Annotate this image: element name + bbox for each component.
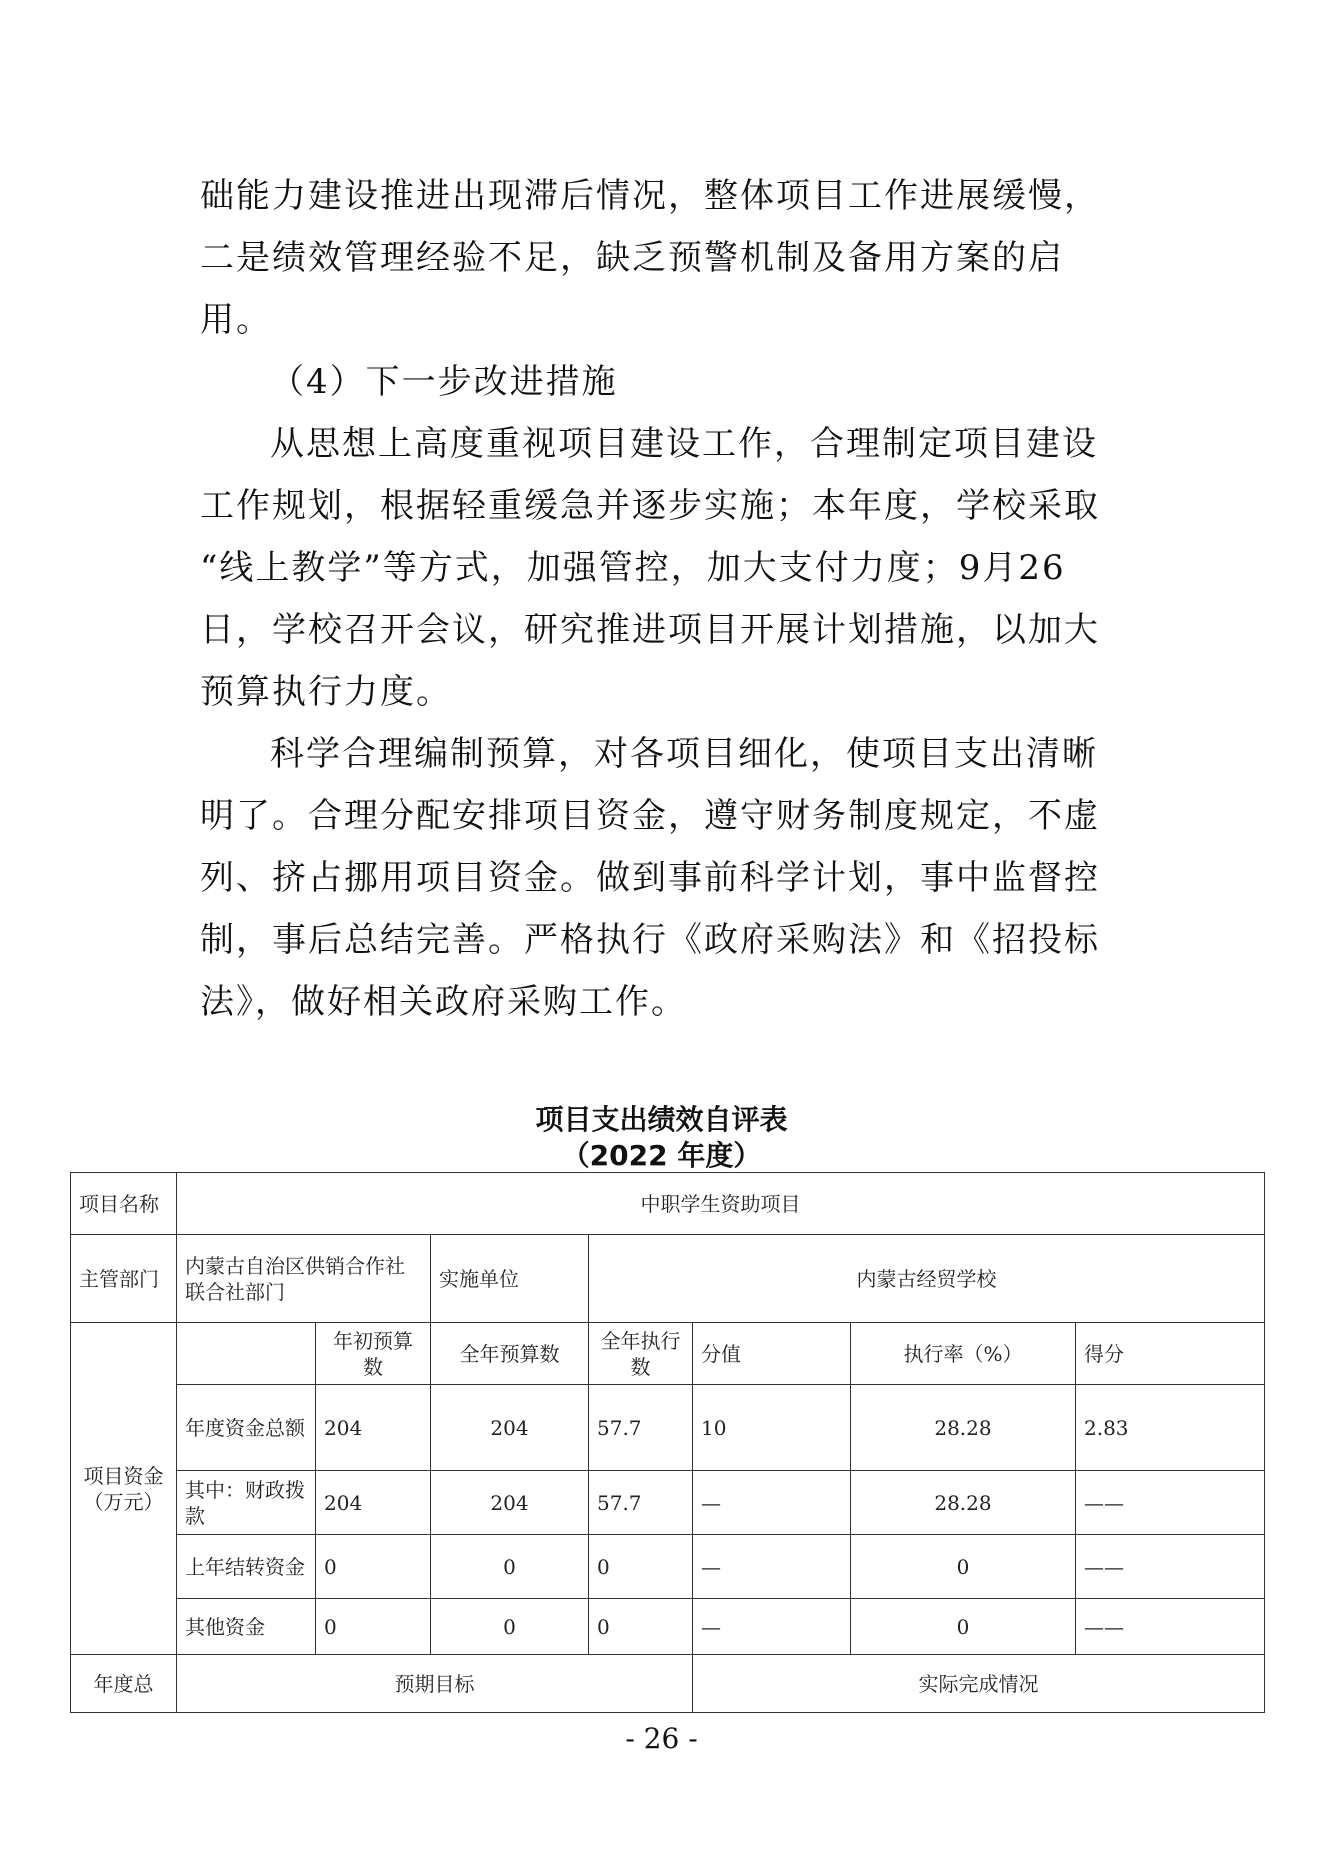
impl-value: 内蒙古经贸学校: [589, 1235, 1265, 1323]
paragraph-line: 从思想上高度重视项目建设工作，合理制定项目建设: [270, 424, 1098, 464]
paragraph-line: 科学合理编制预算，对各项目细化，使项目支出清晰: [270, 734, 1098, 774]
cell: ——: [1076, 1599, 1265, 1655]
paragraph-line: 用。: [200, 300, 272, 340]
dept-value: 内蒙古自治区供销合作社联合社部门: [177, 1235, 431, 1323]
cell: ——: [1076, 1471, 1265, 1535]
paragraph-line: 列、挤占挪用项目资金。做到事前科学计划，事中监督控: [200, 858, 1100, 898]
paragraph-line: 明了。合理分配安排项目资金，遵守财务制度规定，不虚: [200, 796, 1100, 836]
cell: 28.28: [851, 1385, 1076, 1471]
row-label: 其他资金: [177, 1599, 316, 1655]
paragraph-line: 日，学校召开会议，研究推进项目开展计划措施，以加大: [200, 610, 1100, 650]
paragraph-line: 法》，做好相关政府采购工作。: [200, 982, 687, 1022]
cell: 0: [316, 1535, 431, 1599]
cell: 0: [589, 1535, 693, 1599]
page-number: - 26 -: [625, 1722, 698, 1755]
funds-label: 项目资金（万元）: [71, 1323, 177, 1655]
cell: 0: [431, 1535, 589, 1599]
row-label: 年度资金总额: [177, 1385, 316, 1471]
cell: 204: [431, 1385, 589, 1471]
header-empty: [177, 1323, 316, 1385]
paragraph-line: 二是绩效管理经验不足，缺乏预警机制及备用方案的启: [200, 238, 1064, 278]
cell: 57.7: [589, 1385, 693, 1471]
table-row: [71, 1173, 1265, 1235]
project-name-label: 项目名称: [71, 1173, 177, 1235]
cell: 204: [316, 1471, 431, 1535]
table-row: [71, 1235, 1265, 1323]
header-cell: 得分: [1076, 1323, 1265, 1385]
paragraph-line: 预算执行力度。: [200, 672, 452, 712]
project-name: 中职学生资助项目: [177, 1173, 1265, 1235]
table-title: 项目支出绩效自评表: [535, 1103, 788, 1136]
table-row: [71, 1655, 1265, 1713]
cell: 2.83: [1076, 1385, 1265, 1471]
table-row: [71, 1385, 1265, 1471]
cell: 10: [693, 1385, 851, 1471]
paragraph-line: “线上教学”等方式，加强管控，加大支付力度；9月26: [200, 548, 1066, 588]
table-row: [71, 1599, 1265, 1655]
table-row: [71, 1535, 1265, 1599]
cell: 57.7: [589, 1471, 693, 1535]
performance-table: [70, 1172, 1265, 1713]
header-cell: 分值: [693, 1323, 851, 1385]
impl-label: 实施单位: [431, 1235, 589, 1323]
cell: 0: [589, 1599, 693, 1655]
header-cell: 年初预算数: [316, 1323, 431, 1385]
cell: 204: [431, 1471, 589, 1535]
row-label: 其中：财政拨 款: [177, 1471, 316, 1535]
cell: 28.28: [851, 1471, 1076, 1535]
cell: —: [693, 1471, 851, 1535]
cell: —: [693, 1599, 851, 1655]
header-cell: 全年执行数: [589, 1323, 693, 1385]
dept-label: 主管部门: [71, 1235, 177, 1323]
cell: 0: [851, 1599, 1076, 1655]
row-label: 上年结转资金: [177, 1535, 316, 1599]
cell: 204: [316, 1385, 431, 1471]
cell: 0: [851, 1535, 1076, 1599]
paragraph-line: 础能力建设推进出现滞后情况，整体项目工作进展缓慢，: [200, 176, 1100, 216]
header-cell: 执行率（%）: [851, 1323, 1076, 1385]
cell: 0: [316, 1599, 431, 1655]
section-heading: （4）下一步改进措施: [270, 362, 618, 402]
cell: —: [693, 1535, 851, 1599]
cell: 0: [431, 1599, 589, 1655]
paragraph-line: 制，事后总结完善。严格执行《政府采购法》和《招投标: [200, 920, 1100, 960]
table-subtitle: （2022 年度）: [561, 1139, 762, 1172]
paragraph-line: 工作规划，根据轻重缓急并逐步实施；本年度，学校采取: [200, 486, 1100, 526]
cell: ——: [1076, 1535, 1265, 1599]
goal-label: 年度总: [71, 1655, 177, 1713]
table-row: [71, 1323, 1265, 1385]
expected-label: 预期目标: [177, 1655, 693, 1713]
actual-label: 实际完成情况: [693, 1655, 1265, 1713]
header-cell: 全年预算数: [431, 1323, 589, 1385]
table-row: [71, 1471, 1265, 1535]
